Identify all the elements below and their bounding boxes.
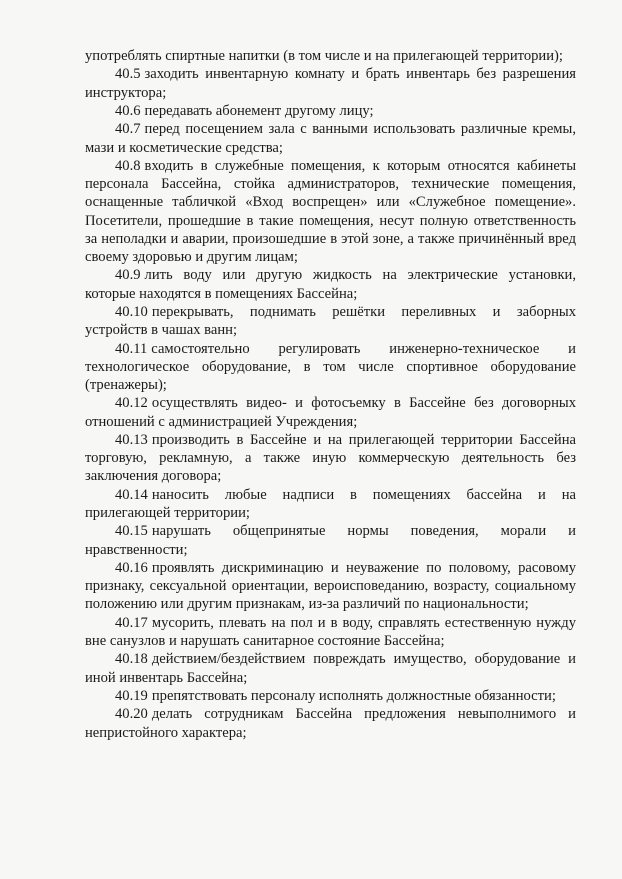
rule-text: действием/бездействием повреждать имущество, оборудование и иной инвентарь Бассейна; (85, 651, 576, 686)
lead-paragraph: употреблять спиртные напитки (в том числе и на прилегающей территории); (85, 48, 563, 64)
rule-text: осуществлять видео- и фотосъемку в Бассейне без договорных отношений с администрацией Учреждения; (85, 395, 576, 430)
rule-item (85, 102, 576, 120)
rule-item (85, 431, 576, 486)
rule-item (85, 303, 576, 339)
rule-item (85, 705, 576, 741)
rule-number: 40.10 (115, 303, 148, 320)
rule-item (85, 687, 576, 705)
rule-text: перекрывать, поднимать решётки переливных и заборных устройств в чашах ванн; (85, 303, 576, 339)
rule-item (85, 522, 576, 558)
rule-item (85, 266, 576, 302)
rule-number: 40.12 (115, 395, 148, 412)
rule-text: нарушать общепринятые нормы поведения, морали и нравственности; (85, 523, 576, 558)
rule-text: препятствовать персоналу исполнять должностные обязанности; (151, 687, 556, 704)
rule-number: 40.6 (115, 102, 141, 119)
rule-item (85, 65, 576, 101)
rule-item (85, 650, 576, 686)
rule-number: 40.13 (115, 431, 148, 448)
rule-number: 40.19 (115, 687, 148, 704)
rule-item (85, 614, 576, 650)
rule-item (85, 394, 576, 430)
rule-item (85, 340, 576, 395)
rule-number: 40.5 (115, 66, 141, 83)
rule-text: перед посещением зала с ванными использовать различные кремы, мази и косметические средства; (85, 121, 576, 156)
rule-text: входить в служебные помещения, к которым относятся кабинеты персонала Бассейна, стойка администраторов, технические помещения, оснащенные табличкой «Вход воспрещен» или «Служебное помещение». Посетители, прошедшие в такие помещения, несут полную ответственность за неполадки и аварии, произошедшие в этой зоне, а также причинённый вред своему здоровью и другим лицам; (85, 157, 576, 265)
rule-item (85, 157, 576, 266)
rule-number: 40.20 (115, 706, 148, 723)
rules-list (85, 65, 576, 741)
rule-number: 40.17 (115, 614, 148, 631)
rule-item (85, 486, 576, 522)
rule-text: мусорить, плевать на пол и в воду, справлять естественную нужду вне санузлов и нарушать санитарное состояние Бассейна; (85, 614, 576, 649)
rule-number: 40.18 (115, 651, 148, 668)
rule-number: 40.14 (115, 486, 148, 503)
rule-text: лить воду или другую жидкость на электрические установки, которые находятся в помещениях Бассейна; (85, 267, 576, 302)
rule-text: производить в Бассейне и на прилегающей территории Бассейна торговую, рекламную, а также иную коммерческую деятельность без заключения договора; (85, 431, 576, 485)
rule-text: передавать абонемент другому лицу; (144, 102, 374, 119)
rule-number: 40.7 (115, 121, 141, 138)
rule-number: 40.9 (115, 267, 141, 284)
rule-number: 40.15 (115, 523, 148, 540)
rule-number: 40.8 (115, 157, 141, 174)
rule-item (85, 559, 576, 614)
rule-text: проявлять дискриминацию и неуважение по половому, расовому признаку, сексуальной ориентации, вероисповеданию, возрасту, социальному положению или другим признакам, из-за различий по национальности; (85, 559, 576, 613)
rule-text: заходить инвентарную комнату и брать инвентарь без разрешения инструктора; (85, 66, 576, 101)
rule-text: делать сотрудникам Бассейна предложения невыполнимого и непристойного характера; (85, 706, 576, 741)
rule-number: 40.11 (115, 340, 148, 357)
rule-text: наносить любые надписи в помещениях бассейна и на прилегающей территории; (85, 486, 576, 521)
rule-number: 40.16 (115, 559, 148, 576)
rule-text: самостоятельно регулировать инженерно-техническое и технологическое оборудование, в том числе спортивное оборудование (тренажеры); (85, 340, 576, 393)
rule-item (85, 120, 576, 156)
